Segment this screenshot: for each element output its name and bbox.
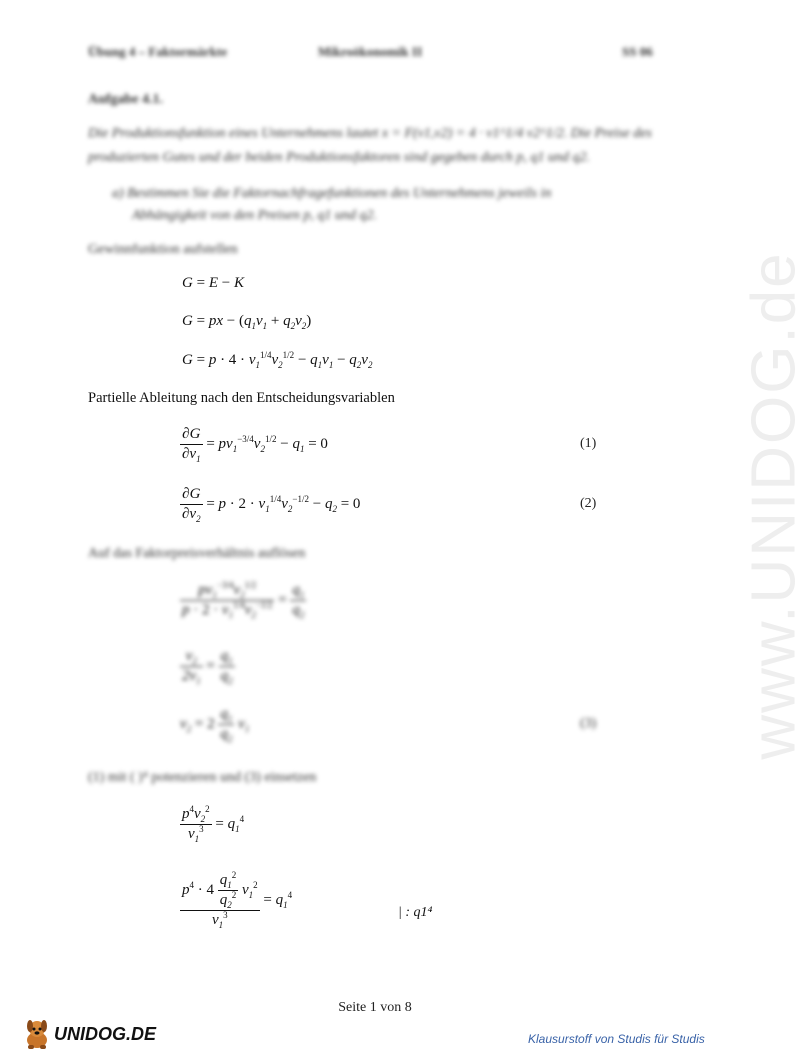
- equation-ratio-2: $\frac{v_2}{2v_1}$ = $\frac{q_1}{q_2}$: [182, 648, 233, 686]
- logo-text: UNIDOG.DE: [54, 1023, 157, 1044]
- header-left: Übung 4 – Faktormärkte: [88, 44, 228, 59]
- equation-number-1: (1): [580, 436, 597, 451]
- page-number: Seite 1 von 8: [338, 1000, 412, 1015]
- equation-power-2: $p^4 \cdot 4$ $\frac{q_1^2}{q_2^2}$ $v_1^2$ $v_1^3$ = $q_1^4$: [182, 870, 293, 930]
- header-right: SS 06: [622, 44, 653, 59]
- section-partial-heading: Partielle Ableitung nach den Entscheidungsvariablen: [88, 390, 395, 406]
- equation-profit-2: G = px − $(q_1v_1 + q_2v_2)$: [182, 313, 312, 331]
- task-intro-line2: produzierten Gutes und der beiden Produktionsfaktoren sind gegeben durch p, q1 und q2.: [88, 150, 590, 165]
- equation-number-2: (2): [580, 496, 597, 511]
- divide-note: | : q1⁴: [398, 905, 433, 920]
- section-ratio-heading: Auf das Faktorpreisverhältnis auflösen: [88, 546, 306, 561]
- equation-profit-3: $G = p \cdot 4 \cdot v_1^{1/4}v_2^{1/2} - q_1v_1 - q_2v_2$: [182, 350, 373, 370]
- equation-ratio-1: $\frac{pv_1^{-3/4}v_2^{1/2}}{p \cdot 2 \cdot v_1^{1/4}v_2^{-1/2}}$ = $\frac{q_1}{q_2}$: [182, 580, 305, 620]
- section-power-heading: (1) mit ( )⁴ potenzieren und (3) einsetzen: [88, 770, 317, 785]
- section-profit-heading: Gewinnfunktion aufstellen: [88, 242, 238, 257]
- equation-profit-1: G = E − K: [182, 275, 244, 291]
- unidog-logo: [22, 1018, 156, 1050]
- header-center: Mikroökonomik II: [318, 44, 423, 59]
- task-part-a-line2: Abhängigkeit von den Preisen p, q1 und q2.: [132, 208, 377, 223]
- equation-derivative-1: $\frac{\partial G}{\partial v_1}$ = $pv_1^{-3/4}v_2^{1/2} - q_1 = 0$: [182, 426, 328, 464]
- equation-number-3: (3): [580, 716, 597, 731]
- task-part-a-line1: a) Bestimmen Sie die Faktornachfragefunktionen des Unternehmens jeweils in: [112, 186, 552, 201]
- task-title: Aufgabe 4.1.: [88, 92, 164, 107]
- watermark: www.UNIDOG.de: [739, 251, 809, 760]
- equation-power-1: $\frac{p^4v_2^2}{v_1^3}$ = $q_1^4$: [182, 804, 245, 844]
- tagline: Klausurstoff von Studis für Studis: [528, 1032, 705, 1046]
- equation-ratio-3: $v_2 = 2$ $\frac{q_1}{q_2}$ $v_1$: [180, 706, 250, 744]
- dog-icon: [22, 1018, 52, 1050]
- task-intro-line1: Die Produktionsfunktion eines Unternehmens lautet x = F(v1,v2) = 4 · v1^1/4 v2^1/2. Die Preise des: [88, 126, 652, 141]
- equation-derivative-2: $\frac{\partial G}{\partial v_2}$ = $p \cdot 2 \cdot v_1^{1/4}v_2^{-1/2} - q_2 = 0$: [182, 486, 361, 524]
